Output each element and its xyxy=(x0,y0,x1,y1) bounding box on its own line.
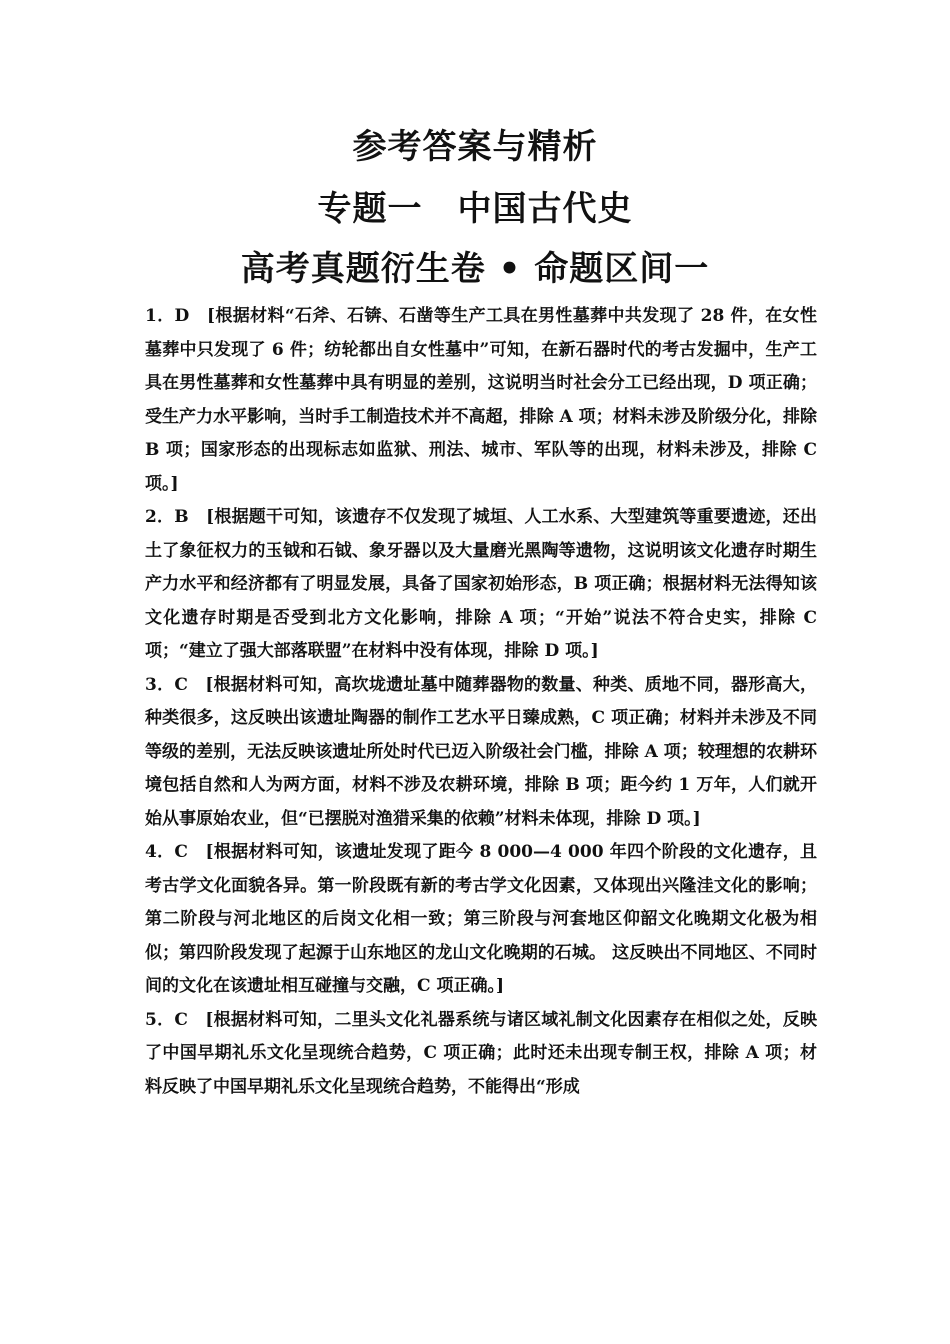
answer-item-5: 5．C [根据材料可知，二里头文化礼器系统与诸区域礼制文化因素存在相似之处，反映了中国早期礼乐文化呈现统合趋势，C 项正确；此时还未出现专制王权，排除 A 项；材料反映了中国早期礼乐文化呈现统合趋势，不能得出“形成 xyxy=(145,1009,817,1097)
answer-item-2: 2．B [根据题干可知，该遗存不仅发现了城垣、人工水系、大型建筑等重要遗迹，还出土了象征权力的玉钺和石钺、象牙器以及大量磨光黑陶等遗物，这说明该文化遗存时期生产力水平和经济都有了明显发展，具备了国家初始形态，B 项正确；根据材料无法得知该文化遗存时期是否受到北方文化影响，排除 A 项；“开始”说法不符合史实，排除 C 项；“建立了强大部落联盟”在材料中没有体现，排除 D 项。] xyxy=(145,507,817,661)
chapter-subtitle: 专题一 中国古代史 xyxy=(317,189,633,229)
section-title: 高考真题衍生卷 • 命题区间一 xyxy=(240,249,710,289)
answer-list xyxy=(145,300,817,1104)
page-title: 参考答案与精析 xyxy=(352,127,598,167)
answer-item-1: 1．D [根据材料“石斧、石锛、石凿等生产工具在男性墓葬中共发现了 28 件，在女性墓葬中只发现了 6 件；纺轮都出自女性墓中”可知，在新石器时代的考古发掘中，生产工具在男性墓葬和女性墓葬中具有明显的差别，这说明当时社会分工已经出现，D 项正确；受生产力水平影响，当时手工制造技术并不高超，排除 A 项；材料未涉及阶级分化，排除 B 项；国家形态的出现标志如监狱、刑法、城市、军队等的出现，材料未涉及，排除 C 项。] xyxy=(145,306,817,494)
answer-item-3: 3．C [根据材料可知，高坎垅遗址墓中随葬器物的数量、种类、质地不同，器形高大，种类很多，这反映出该遗址陶器的制作工艺水平日臻成熟，C 项正确；材料并未涉及不同等级的差别，无法反映该遗址所处时代已迈入阶级社会门槛，排除 A 项；较理想的农耕环境包括自然和人为两方面，材料不涉及农耕环境，排除 B 项；距今约 1 万年，人们就开始从事原始农业，但“已摆脱对渔猎采集的依赖”材料未体现，排除 D 项。] xyxy=(145,674,817,829)
answer-item-4: 4．C [根据材料可知，该遗址发现了距今 8 000—4 000 年四个阶段的文化遗存，且考古学文化面貌各异。第一阶段既有新的考古学文化因素，又体现出兴隆洼文化的影响；第二阶段与河北地区的后岗文化相一致；第三阶段与河套地区仰韶文化晚期文化极为相似；第四阶段发现了起源于山东地区的龙山文化晚期的石城。 这反映出不同地区、不同时间的文化在该遗址相互碰撞与交融，C 项正确。] xyxy=(145,842,817,996)
